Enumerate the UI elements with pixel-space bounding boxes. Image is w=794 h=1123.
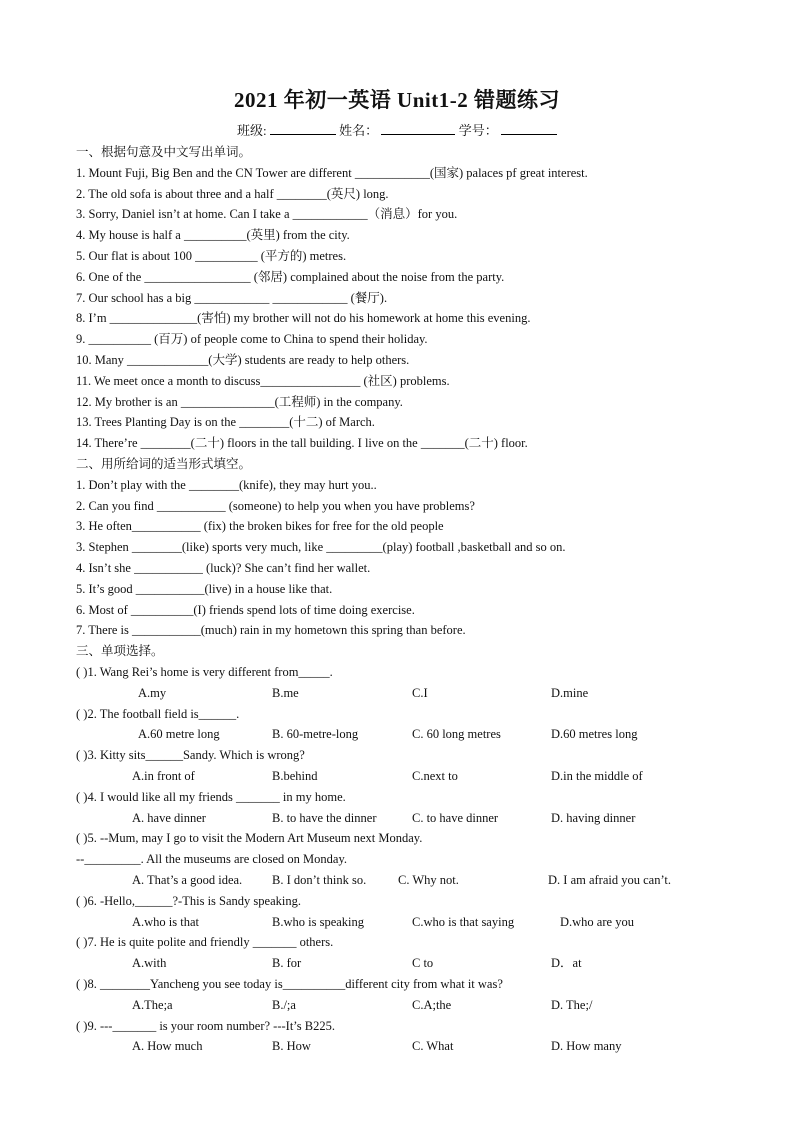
question-line: ( )2. The football field is______. [76,706,240,721]
question-line: 7. Our school has a big ____________ ____________ (餐厅). [76,290,388,305]
answer-option: C. 60 long metres [412,727,501,742]
answer-option: C. Why not. [398,873,459,887]
answer-option: B./;a [272,997,296,1012]
question-line: 4. Isn’t she ___________ (luck)? She can’t find her wallet. [76,561,371,575]
section-heading: 一、根据句意及中文写出单词。 [76,144,252,159]
class-blank[interactable] [270,122,336,135]
answer-option: C.A;the [412,997,452,1012]
answer-option: D.who are you [560,914,634,929]
section-heading: 二、用所给词的适当形式填空。 [76,456,252,471]
question-line: 5. It’s good ___________(live) in a house like that. [76,581,333,596]
question-line: 13. Trees Planting Day is on the ________(十二) of March. [76,415,375,430]
question-line: ( )9. ---_______ is your room number? ---It’s B225. [76,1018,335,1033]
answer-option: C to [412,956,434,971]
answer-option: A. have dinner [132,810,206,825]
question-line: 7. There is ___________(much) rain in my hometown this spring than before. [76,623,466,638]
question-line: 6. One of the _________________ (邻居) complained about the noise from the party. [76,269,505,284]
answer-option: B. to have the dinner [272,810,377,825]
question-line: 3. He often___________ (fix) the broken bikes for free for the old people [76,519,444,534]
answer-option: C. What [412,1039,454,1054]
question-line: 1. Mount Fuji, Big Ben and the CN Tower are different ____________(国家) palaces pf great interest. [76,165,588,180]
answer-option: D.60 metres long [551,727,638,742]
question-line: ( )7. He is quite polite and friendly _______ others. [76,935,334,950]
answer-option: D. How many [551,1039,622,1054]
answer-option: C.I [412,685,428,700]
question-line: --_________. All the museums are closed on Monday. [76,852,348,867]
answer-option: B.behind [272,769,318,783]
question-line: 6. Most of __________(I) friends spend lots of time doing exercise. [76,602,415,617]
question-line: 2. Can you find ___________ (someone) to help you when you have problems? [76,498,475,513]
answer-option: A.60 metre long [138,727,220,742]
question-line: 9. __________ (百万) of people come to China to spend their holiday. [76,332,428,347]
answer-option: B. 60-metre-long [272,727,359,742]
student-info-line [0,120,794,139]
question-line: 14. There’re ________(二十) floors in the tall building. I live on the _______(二十) floor. [76,436,528,451]
id-blank[interactable] [501,122,557,135]
answer-option: D.mine [551,685,589,700]
answer-option: A. That’s a good idea. [132,873,243,887]
question-line: 10. Many _____________(大学) students are ready to help others. [76,353,410,367]
question-line: ( )8. ________Yancheng you see today is__________different city from what it was? [76,977,503,991]
answer-option: C.who is that saying [412,914,515,929]
answer-option: B.me [272,685,299,700]
class-label: 班级: [237,123,267,138]
question-line: 3. Sorry, Daniel isn’t at home. Can I take a ____________（消息）for you. [76,207,458,222]
answer-option: C. to have dinner [412,810,499,825]
answer-option: A.with [132,956,167,971]
question-line: 5. Our flat is about 100 __________ (平方的) metres. [76,249,347,263]
answer-option: B. How [272,1039,311,1054]
question-line: 8. I’m ______________(害怕) my brother will not do his homework at home this evening. [76,311,531,326]
id-label: 学号： [458,123,498,138]
answer-option: A.my [138,685,167,700]
answer-option: A.in front of [132,769,195,783]
question-line: ( )6. -Hello,______?-This is Sandy speaking. [76,893,301,908]
question-line: ( )5. --Mum, may I go to visit the Modern Art Museum next Monday. [76,831,423,846]
answer-option: D. having dinner [551,810,636,825]
page-title: 2021 年初一英语 Unit1-2 错题练习 [234,88,560,112]
answer-option: A.The;a [132,997,173,1012]
question-line: 2. The old sofa is about three and a half ________(英尺) long. [76,186,389,201]
question-line: 12. My brother is an _______________(工程师) in the company. [76,394,403,409]
question-line: 3. Stephen ________(like) sports very much, like _________(play) football ,basketball and so on. [76,540,566,555]
answer-option: B. I don’t think so. [272,873,367,887]
question-line: ( )3. Kitty sits______Sandy. Which is wrong? [76,748,305,763]
answer-option: D. The;/ [551,997,593,1012]
name-label: 姓名： [339,123,379,138]
question-line: 4. My house is half a __________(英里) from the city. [76,228,350,243]
question-line: 11. We meet once a month to discuss________________ (社区) problems. [76,373,450,388]
answer-option: D.in the middle of [551,769,643,783]
question-line: 1. Don’t play with the ________(knife), they may hurt you.. [76,477,377,492]
answer-option: D. I am afraid you can’t. [548,873,671,887]
question-line: ( )1. Wang Rei’s home is very different from_____. [76,665,333,679]
answer-option: C.next to [412,769,458,783]
section-heading: 三、单项选择。 [76,643,164,659]
answer-option: D．at [551,956,582,971]
answer-option: A.who is that [132,914,200,929]
answer-option: B. for [272,956,302,971]
question-line: ( )4. I would like all my friends _______ in my home. [76,789,346,804]
name-blank[interactable] [381,122,455,135]
answer-option: A. How much [132,1039,203,1054]
answer-option: B.who is speaking [272,914,365,929]
